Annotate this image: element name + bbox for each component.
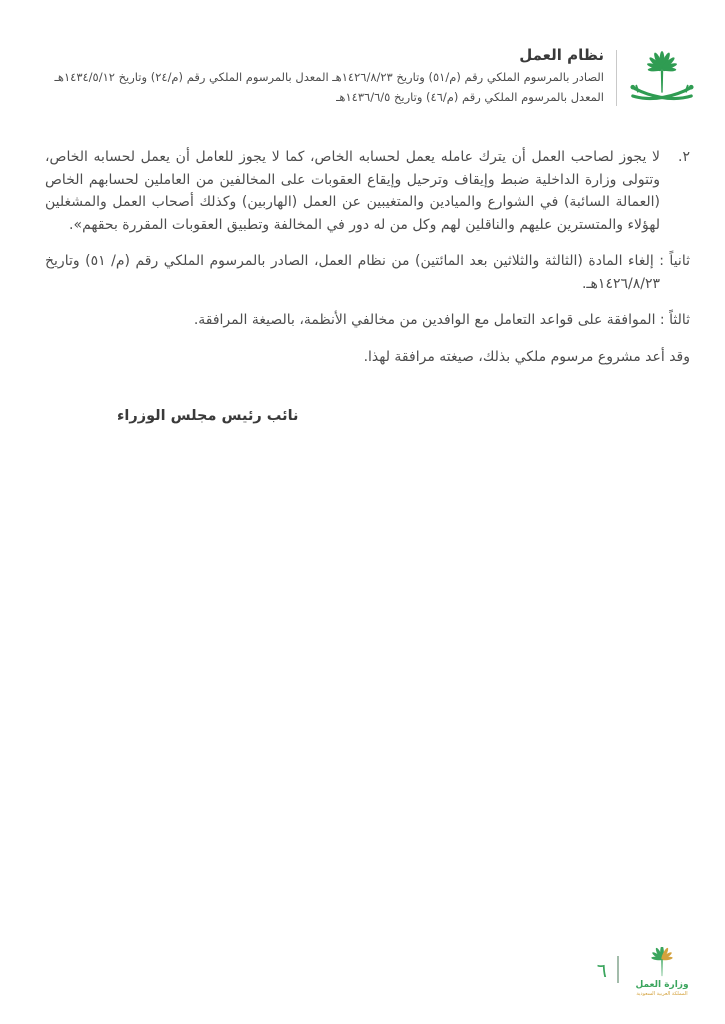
ministry-subtitle: المملكة العربية السعودية — [636, 991, 688, 997]
clause-item-2 — [45, 146, 690, 236]
clause-item-text: لا يجوز لصاحب العمل أن يترك عامله يعمل لحسابه الخاص، كما لا يجوز للعامل أن يعمل لحسابه الخاص، وتتولى وزارة الداخلية ضبط وإيقاف وترحيل وإيقاع العقوبات على المخالفين من العاملين لحسابهم الخاص (العمالة السائبة) في الشوارع والميادين والمتغيبين عن العمل (الهاربين) وكذلك أصحاب العمل والمشغلين لهؤلاء والمتسترين عليهم والناقلين لهم وكل من له دور في المخالفة وتطبيق العقوبات المقررة بحقهم». — [45, 149, 660, 233]
signature-title: نائب رئيس مجلس الوزراء — [117, 408, 299, 424]
closing-statement: وقد أعد مشروع مرسوم ملكي بذلك، صيغته مرافقة لهذا. — [363, 348, 690, 365]
third-clause: ثالثاً : الموافقة على قواعد التعامل مع الوافدين من مخالفي الأنظمة، بالصيغة المرافقة. — [193, 312, 690, 328]
palm-tree-icon — [643, 947, 681, 979]
document-title: نظام العمل — [519, 46, 604, 64]
header-divider — [616, 50, 617, 106]
decree-line-1: الصادر بالمرسوم الملكي رقم (م/٥١) وتاريخ ١٤٢٦/٨/٢٣هـ المعدل بالمرسوم الملكي رقم (م/٢٤) وتاريخ ١٤٣٤/٥/١٢هـ — [54, 70, 604, 84]
clause-item-number: ٢. — [678, 149, 690, 165]
document-header — [28, 45, 697, 113]
document-body — [45, 146, 690, 428]
page-number: ٦ — [596, 959, 607, 982]
saudi-emblem-icon — [627, 45, 697, 113]
header-text-block — [28, 45, 604, 107]
document-footer — [597, 947, 697, 998]
decree-line-2: المعدل بالمرسوم الملكي رقم (م/٤٦) وتاريخ ١٤٣٦/٦/٥هـ — [336, 89, 604, 104]
footer-divider — [617, 956, 619, 983]
ministry-name: وزارة العمل — [635, 980, 689, 990]
ministry-of-labor-logo — [627, 947, 697, 998]
second-clause: ثانياً : إلغاء المادة (الثالثة والثلاثين بعد المائتين) من نظام العمل، الصادر بالمرسوم الملكي رقم (م/ ٥١) وتاريخ ١٤٢٦/٨/٢٣هـ. — [45, 253, 690, 292]
